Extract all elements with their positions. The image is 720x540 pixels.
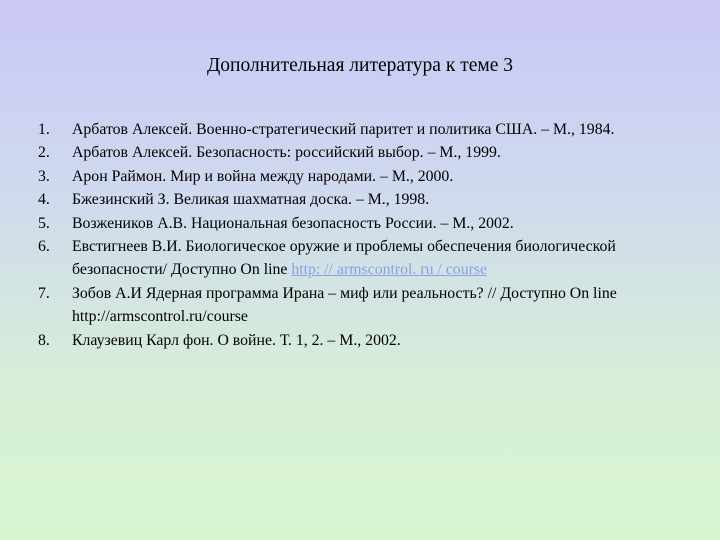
reference-list [38,118,678,352]
list-item-number: 2. [38,144,50,162]
list-item-number: 8. [38,331,50,349]
list-item-text-wrapper [72,235,678,282]
list-item-text: Арон Раймон. Мир и война между народами. – М., 2000. [72,167,454,185]
list-item [38,329,678,352]
list-item-number: 1. [38,121,50,138]
list-item-number: 5. [38,214,50,232]
list-item-number: 3. [38,167,50,185]
list-item [38,212,678,235]
list-item-text: Бжезинский З. Великая шахматная доска. – М., 1998. [72,191,430,209]
list-item [38,141,678,164]
list-item-text: Возжеников А.В. Национальная безопасность России. – М., 2002. [72,214,514,232]
list-item [38,165,678,188]
slide-title: Дополнительная литература к теме 3 [206,55,513,76]
list-item-text: Евстигнеев В.И. Биологическое оружие и проблемы обеспечения биологической безопасности/ Доступно On line [72,238,616,279]
list-item [38,282,678,329]
list-item-number: 7. [38,284,50,302]
list-item [38,188,678,211]
list-item [38,118,678,141]
list-item-text: Зобов А.И Ядерная программа Ирана – миф или реальность? // Доступно On line http://armscontrol.ru/course [72,284,617,326]
list-item-text: Арбатов Алексей. Безопасность: российский выбор. – М., 1999. [72,144,501,162]
list-item-number: 4. [38,191,50,209]
list-item-number: 6. [38,238,50,256]
list-item-text: Клаузевиц Карл фон. О войне. Т. 1, 2. – М., 2002. [72,331,401,349]
list-item [38,235,678,282]
list-item-text: Арбатов Алексей. Военно-стратегический паритет и политика США. – М., 1984. [72,121,615,138]
armscontrol-link[interactable]: http: // armscontrol. ru / course [291,261,488,279]
